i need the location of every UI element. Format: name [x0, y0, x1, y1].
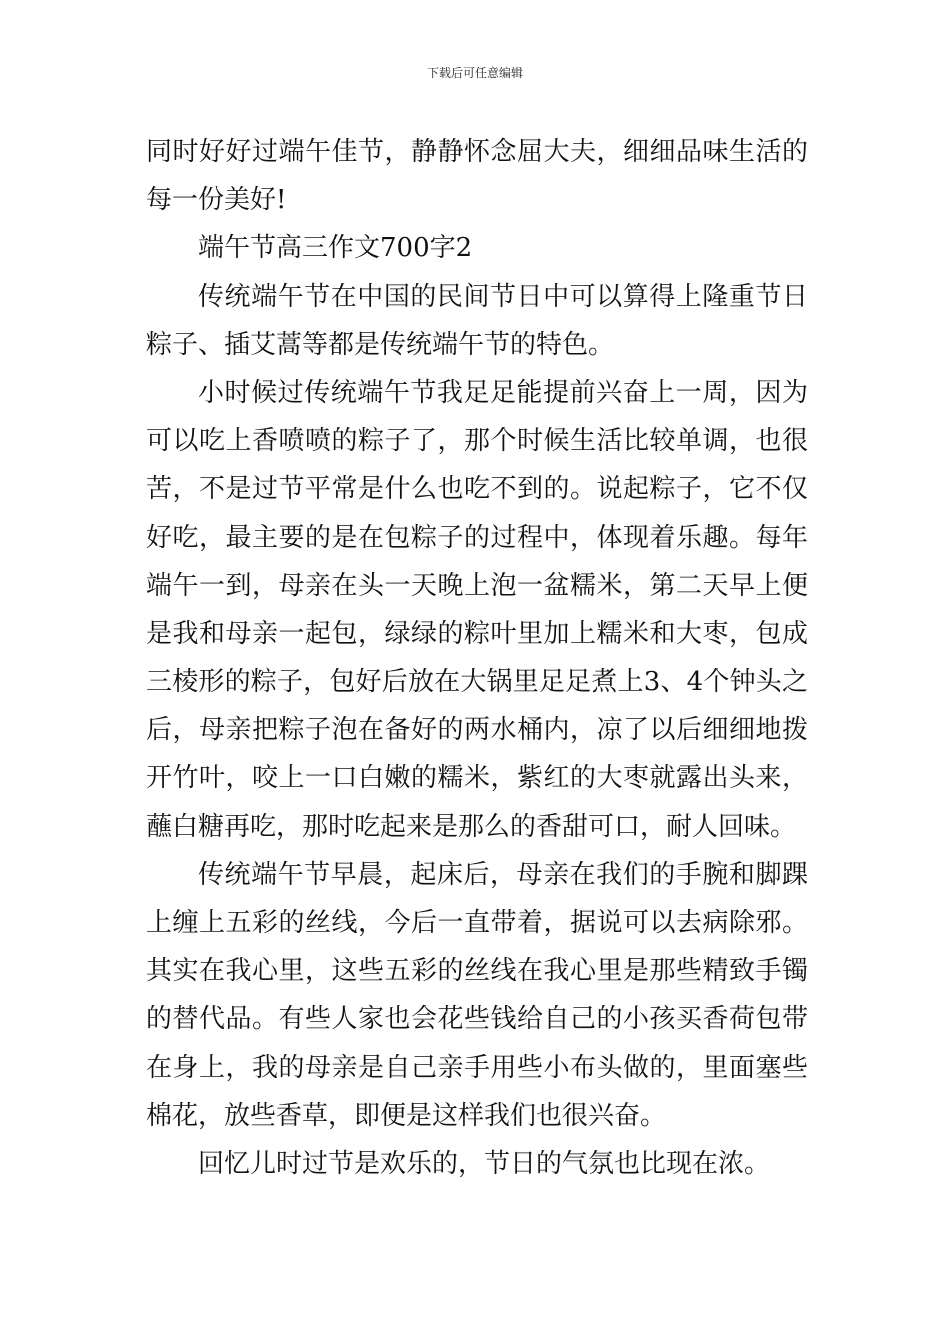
text-line: 端午节高三作文700字2 — [198, 233, 473, 264]
text-line: 是我和母亲一起包，绿绿的粽叶里加上糯米和大枣，包成 — [146, 618, 808, 649]
text-line: 传统端午节早晨，起床后，母亲在我们的手腕和脚踝 — [198, 859, 808, 890]
text-line: 同时好好过端午佳节，静静怀念屈大夫，细细品味生活的 — [146, 137, 808, 167]
document-body — [146, 128, 808, 1188]
text-line: 端午一到，母亲在头一天晚上泡一盆糯米，第二天早上便 — [146, 570, 808, 601]
text-line: 传统端午节在中国的民间节日中可以算得上隆重节日 — [198, 281, 808, 312]
text-line: 好吃，最主要的是在包粽子的过程中，体现着乐趣。每年 — [146, 522, 808, 553]
text-line: 棉花，放些香草，即便是这样我们也很兴奋。 — [146, 1100, 667, 1131]
text-line: 每一份美好! — [146, 185, 287, 216]
text-line: 小时候过传统端午节我足足能提前兴奋上一周，因为 — [198, 377, 808, 408]
text-line: 蘸白糖再吃，那时吃起来是那么的香甜可口，耐人回味。 — [146, 811, 797, 842]
text-line: 粽子、插艾蒿等都是传统端午节的特色。 — [146, 329, 615, 360]
text-line: 其实在我心里，这些五彩的丝线在我心里是那些精致手镯 — [146, 956, 808, 987]
text-line: 在身上，我的母亲是自己亲手用些小布头做的，里面塞些 — [146, 1052, 808, 1083]
page-header: 下载后可任意编辑 — [426, 66, 523, 80]
text-line: 的替代品。有些人家也会花些钱给自己的小孩买香荷包带 — [146, 1004, 808, 1035]
text-line: 后，母亲把粽子泡在备好的两水桶内，凉了以后细细地拨 — [146, 715, 808, 746]
text-line: 三棱形的粽子，包好后放在大锅里足足煮上3、4个钟头之 — [146, 667, 808, 698]
text-line: 开竹叶，咬上一口白嫩的糯米，紫红的大枣就露出头来， — [146, 763, 808, 794]
text-line: 苦，不是过节平常是什么也吃不到的。说起粽子，它不仅 — [146, 474, 808, 505]
text-line: 上缠上五彩的丝线，今后一直带着，据说可以去病除邪。 — [146, 908, 808, 938]
text-line: 可以吃上香喷喷的粽子了，那个时候生活比较单调，也很 — [146, 426, 808, 457]
text-line: 回忆儿时过节是欢乐的，节日的气氛也比现在浓。 — [198, 1148, 771, 1179]
